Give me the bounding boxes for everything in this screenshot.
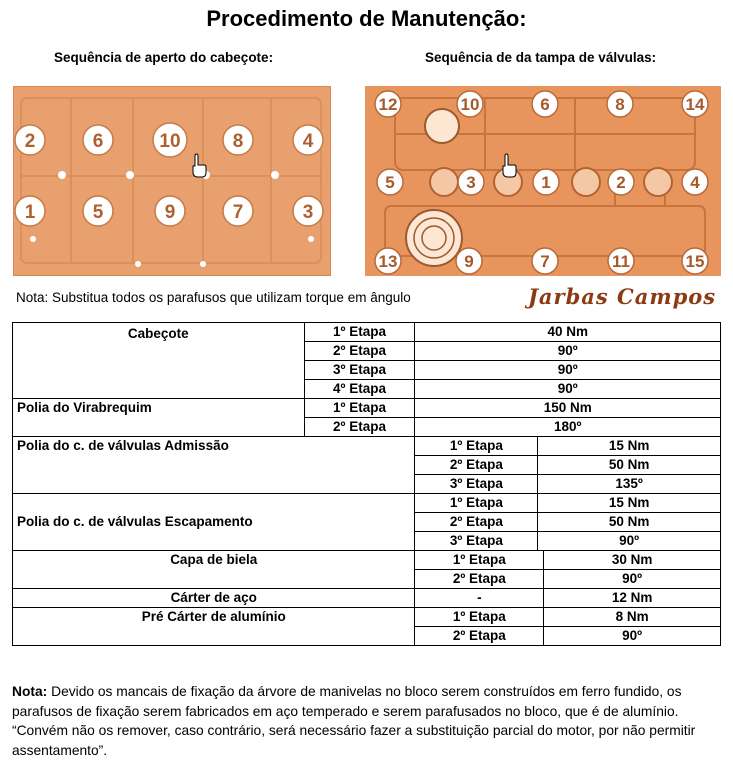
stage-cell: 2º Etapa <box>415 456 538 475</box>
stage-cell: - <box>415 589 544 608</box>
head-seq-label: 6 <box>92 131 104 152</box>
table-row <box>13 494 721 513</box>
value-cell: 90º <box>538 532 721 551</box>
stage-cell: 3º Etapa <box>304 361 415 380</box>
value-cell: 90º <box>415 361 721 380</box>
cover-seq-label: 1 <box>541 173 551 192</box>
component-carter-aco: Cárter de aço <box>13 589 415 608</box>
component-cabecote: Cabeçote <box>13 323 305 399</box>
stage-cell: 4º Etapa <box>304 380 415 399</box>
cylinder-head-image <box>13 86 331 276</box>
value-cell: 180º <box>415 418 721 437</box>
value-cell: 150 Nm <box>415 399 721 418</box>
author-signature: Jarbas Campos <box>528 284 717 309</box>
stage-cell: 3º Etapa <box>415 532 538 551</box>
stage-cell: 1º Etapa <box>415 551 544 570</box>
cylinder-head-diagram <box>13 86 331 276</box>
angle-torque-note: Nota: Substitua todos os parafusos que utilizam torque em ângulo <box>16 290 411 305</box>
cover-seq-label: 12 <box>378 95 398 114</box>
stage-cell: 1º Etapa <box>415 437 538 456</box>
head-seq-label: 10 <box>159 131 181 152</box>
cover-seq-label: 3 <box>466 173 476 192</box>
stage-cell: 1º Etapa <box>304 399 415 418</box>
cover-seq-label: 4 <box>690 173 700 192</box>
torque-spec-table <box>12 322 721 646</box>
value-cell: 40 Nm <box>415 323 721 342</box>
cover-sequence-title: Sequência de da tampa de válvulas: <box>425 50 657 65</box>
table-row <box>13 437 721 456</box>
head-sequence-title: Sequência de aperto do cabeçote: <box>54 50 274 65</box>
value-cell: 15 Nm <box>538 494 721 513</box>
cover-seq-label: 8 <box>615 95 625 114</box>
table-row <box>13 551 721 570</box>
bearing-note <box>12 682 702 760</box>
value-cell: 90º <box>544 627 721 646</box>
stage-cell: 3º Etapa <box>415 475 538 494</box>
value-cell: 8 Nm <box>544 608 721 627</box>
cover-seq-label: 11 <box>612 252 630 271</box>
page-title: Procedimento de Manutenção: <box>206 6 527 31</box>
cover-seq-label: 13 <box>378 252 398 271</box>
component-polia-admissao: Polia do c. de válvulas Admissão <box>13 437 415 494</box>
stage-cell: 2º Etapa <box>304 342 415 361</box>
value-cell: 135º <box>538 475 721 494</box>
stage-cell: 2º Etapa <box>304 418 415 437</box>
value-cell: 15 Nm <box>538 437 721 456</box>
note-label: Nota: <box>12 684 48 699</box>
value-cell: 50 Nm <box>538 456 721 475</box>
stage-cell: 2º Etapa <box>415 570 544 589</box>
head-seq-label: 2 <box>24 131 36 152</box>
stage-cell: 1º Etapa <box>415 494 538 513</box>
stage-cell: 2º Etapa <box>415 513 538 532</box>
component-capa-biela: Capa de biela <box>13 551 415 589</box>
valve-cover-image <box>365 86 721 276</box>
head-seq-label: 1 <box>24 202 36 223</box>
note-text: Devido os mancais de fixação da árvore de manivelas no bloco serem construídos em ferro fundido, os parafusos de fixação serem fabricados em aço temperado e serem parafusados no bloco, que é de alumínio. “Convém não os remover, caso contrário, será necessário fazer a substituição parcial do motor, por não permitir assentamento”. <box>12 684 696 758</box>
cover-seq-label: 2 <box>616 173 626 192</box>
value-cell: 90º <box>415 342 721 361</box>
cover-seq-label: 6 <box>540 95 550 114</box>
cover-seq-label: 10 <box>460 95 480 114</box>
cover-seq-label: 7 <box>540 252 550 271</box>
head-seq-label: 9 <box>164 202 176 223</box>
head-seq-label: 3 <box>302 202 314 223</box>
head-seq-label: 4 <box>302 131 314 152</box>
component-pre-carter: Pré Cárter de alumínio <box>13 608 415 646</box>
value-cell: 12 Nm <box>544 589 721 608</box>
value-cell: 90º <box>544 570 721 589</box>
head-seq-label: 5 <box>92 202 104 223</box>
component-polia-escapamento: Polia do c. de válvulas Escapamento <box>13 494 415 551</box>
valve-cover-diagram <box>365 86 721 276</box>
value-cell: 50 Nm <box>538 513 721 532</box>
table-row <box>13 399 721 418</box>
cover-seq-label: 15 <box>685 252 705 271</box>
table-row <box>13 323 721 342</box>
stage-cell: 1º Etapa <box>304 323 415 342</box>
cover-seq-label: 14 <box>685 95 705 114</box>
stage-cell: 1º Etapa <box>415 608 544 627</box>
component-polia-virabrequim: Polia do Virabrequim <box>13 399 305 437</box>
table-row <box>13 589 721 608</box>
head-seq-label: 7 <box>232 202 244 223</box>
value-cell: 30 Nm <box>544 551 721 570</box>
head-seq-label: 8 <box>232 131 244 152</box>
cover-seq-label: 9 <box>464 252 474 271</box>
stage-cell: 2º Etapa <box>415 627 544 646</box>
table-row <box>13 608 721 627</box>
value-cell: 90º <box>415 380 721 399</box>
cover-seq-label: 5 <box>385 173 395 192</box>
